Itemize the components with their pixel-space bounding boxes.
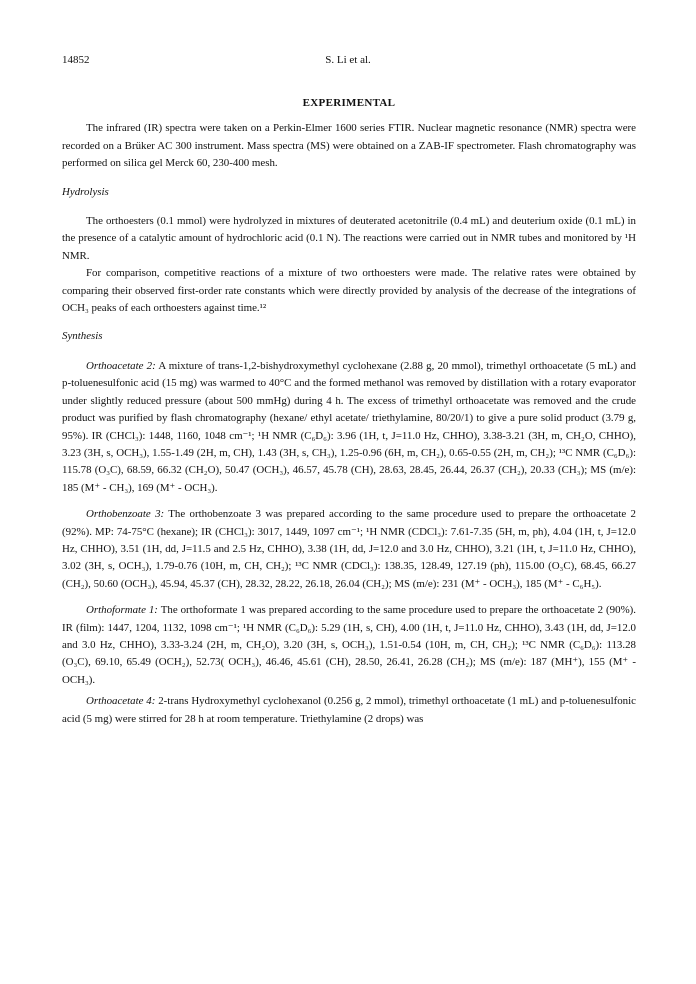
orthoacetate-4-text: 2-trans Hydroxymethyl cyclohexanol (0.256 g, 2 mmol), trimethyl orthoacetate (1 mL) and p-toluenesulfonic acid (5 mg) were stirred for 28 h at room temperature. Triethylamine (2 drops) was [62,695,636,725]
section-title: EXPERIMENTAL [302,97,396,109]
orthoacetate-4-label: Orthoacetate 4: [86,695,156,708]
page-number: 14852 [62,54,90,66]
intro-paragraph: The infrared (IR) spectra were taken on a Perkin-Elmer 1600 series FTIR. Nuclear magnetic resonance (NMR) spectra were recorded on a Brüker AC 300 instrument. Mass spectra (MS) were obtained on a ZAB-IF spectrometer. Flash chromatography was performed on silica gel Merck 60, 230-400 mesh. [62,122,636,170]
orthoformate-1-label: Orthoformate 1: [86,604,158,617]
running-head: S. Li et al. [325,54,371,66]
orthoformate-1-paragraph [62,602,636,689]
hydrolysis-heading: Hydrolysis [62,185,109,198]
orthoacetate-2-label: Orthoacetate 2: [86,359,156,372]
orthobenzoate-3-paragraph [62,506,636,593]
orthoformate-1-text: The orthoformate 1 was prepared according to the same procedure used to prepare the orthoacetate 2 (90%). IR (film): 1447, 1204, 1132, 1098 cm⁻¹; ¹H NMR (C₆D₆): 5.29 (1H, s, CH), 4.00 (1H, t, J=11.0 Hz, CHHO), 3.43 (1H, dd, J=12.0 and 3.0 Hz, CHHO), 3.33-3.24 (2H, m, CH₂O), 3.20 (3H, s, OCH₃), 1.51-0.54 (10H, m, CH, CH₂); ¹³C NMR (C₆D₆): 113.28 (O₃C), 69.10, 65.49 (OCH₂), 52.73( OCH₃), 46.46, 45.61 (CH), 28.50, 26.41, 26.28 (CH₂); MS (m/e): 187 (MH⁺), 155 (M⁺ - OCH₃). [62,604,636,686]
article-body [62,95,636,728]
orthoacetate-2-text: A mixture of trans-1,2-bishydroxymethyl cyclohexane (2.88 g, 20 mmol), trimethyl orthoacetate (5 mL) and p-toluenesulfonic acid (15 mg) was warmed to 40°C and the formed methanol was removed by distillation with a rotary evaporator under slightly reduced pressure (about 500 mmHg) during 4 h. The excess of trimethyl orthoacetate was removed and the crude product was purified by flash chromatography (hexane/ ethyl acetate/ triethylamine, 80/20/1) to give a pure solid product (3.79 g, 95%). IR (CHCl₃): 1448, 1160, 1048 cm⁻¹; ¹H NMR (C₆D₆): 3.96 (1H, t, J=11.0 Hz, CHHO), 3.38-3.21 (3H, m, CH₂O, CHHO), 3.23 (3H, s, OCH₃), 1.55-1.49 (2H, m, CH), 1.43 (3H, s, CH₃), 1.25-0.96 (6H, m, CH₂), 0.65-0.55 (2H, m, CH₂); ¹³C NMR (C₆D₆): 115.78 (O₃C), 68.59, 66.32 (CH₂O), 50.47 (OCH₃), 46.57, 45.78 (CH), 28.63, 28.45, 26.44, 26.37 (CH₂), 20.33 (CH₃); MS (m/e): 185 (M⁺ - CH₃), 169 (M⁺ - OCH₃). [62,359,636,494]
orthoacetate-4-paragraph [62,693,636,728]
orthoacetate-2-paragraph [62,358,636,497]
orthobenzoate-3-text: The orthobenzoate 3 was prepared according to the same procedure used to prepare the orthoacetate 2 (92%). MP: 74-75°C (hexane); IR (CHCl₃): 3017, 1449, 1097 cm⁻¹; ¹H NMR (CDCl₃): 7.61-7.35 (5H, m, ph), 4.04 (1H, t, J=12.0 Hz, CHHO), 3.51 (1H, dd, J=11.5 and 2.5 Hz, CHHO), 3.38 (1H, dd, J=12.0 and 3.0 Hz, CHHO), 3.21 (1H, t, J=11.0 Hz, CHHO), 3.02 (3H, s, OCH₃), 1.79-0.76 (10H, m, CH, CH₂); ¹³C NMR (CDCl₃): 138.35, 128.49, 127.19 (ph), 115.00 (O₃C), 68.45, 66.27 (CH₂), 50.60 (OCH₃), 45.94, 45.37 (CH), 28.32, 28.22, 26.18, 26.04 (CH₂); MS (m/e): 231 (M⁺ - OCH₃), 185 (M⁺ - C₆H₅). [62,508,636,590]
synthesis-heading: Synthesis [62,330,103,343]
hydrolysis-paragraph-1: The orthoesters (0.1 mmol) were hydrolyzed in mixtures of deuterated acetonitrile (0.4 mL) and deuterium oxide (0.1 mL) in the presence of a catalytic amount of hydrochloric acid (0.1 N). The reactions were carried out in NMR tubes and monitored by ¹H NMR. [62,215,636,262]
hydrolysis-paragraph-2: For comparison, competitive reactions of a mixture of two orthoesters were made. The relative rates were obtained by comparing their observed first-order rate constants which were directly provided by analysis of the decrease of the integrations of OCH₃ peaks of each orthoesters against time.¹² [62,267,636,315]
orthobenzoate-3-label: Orthobenzoate 3: [86,508,165,521]
